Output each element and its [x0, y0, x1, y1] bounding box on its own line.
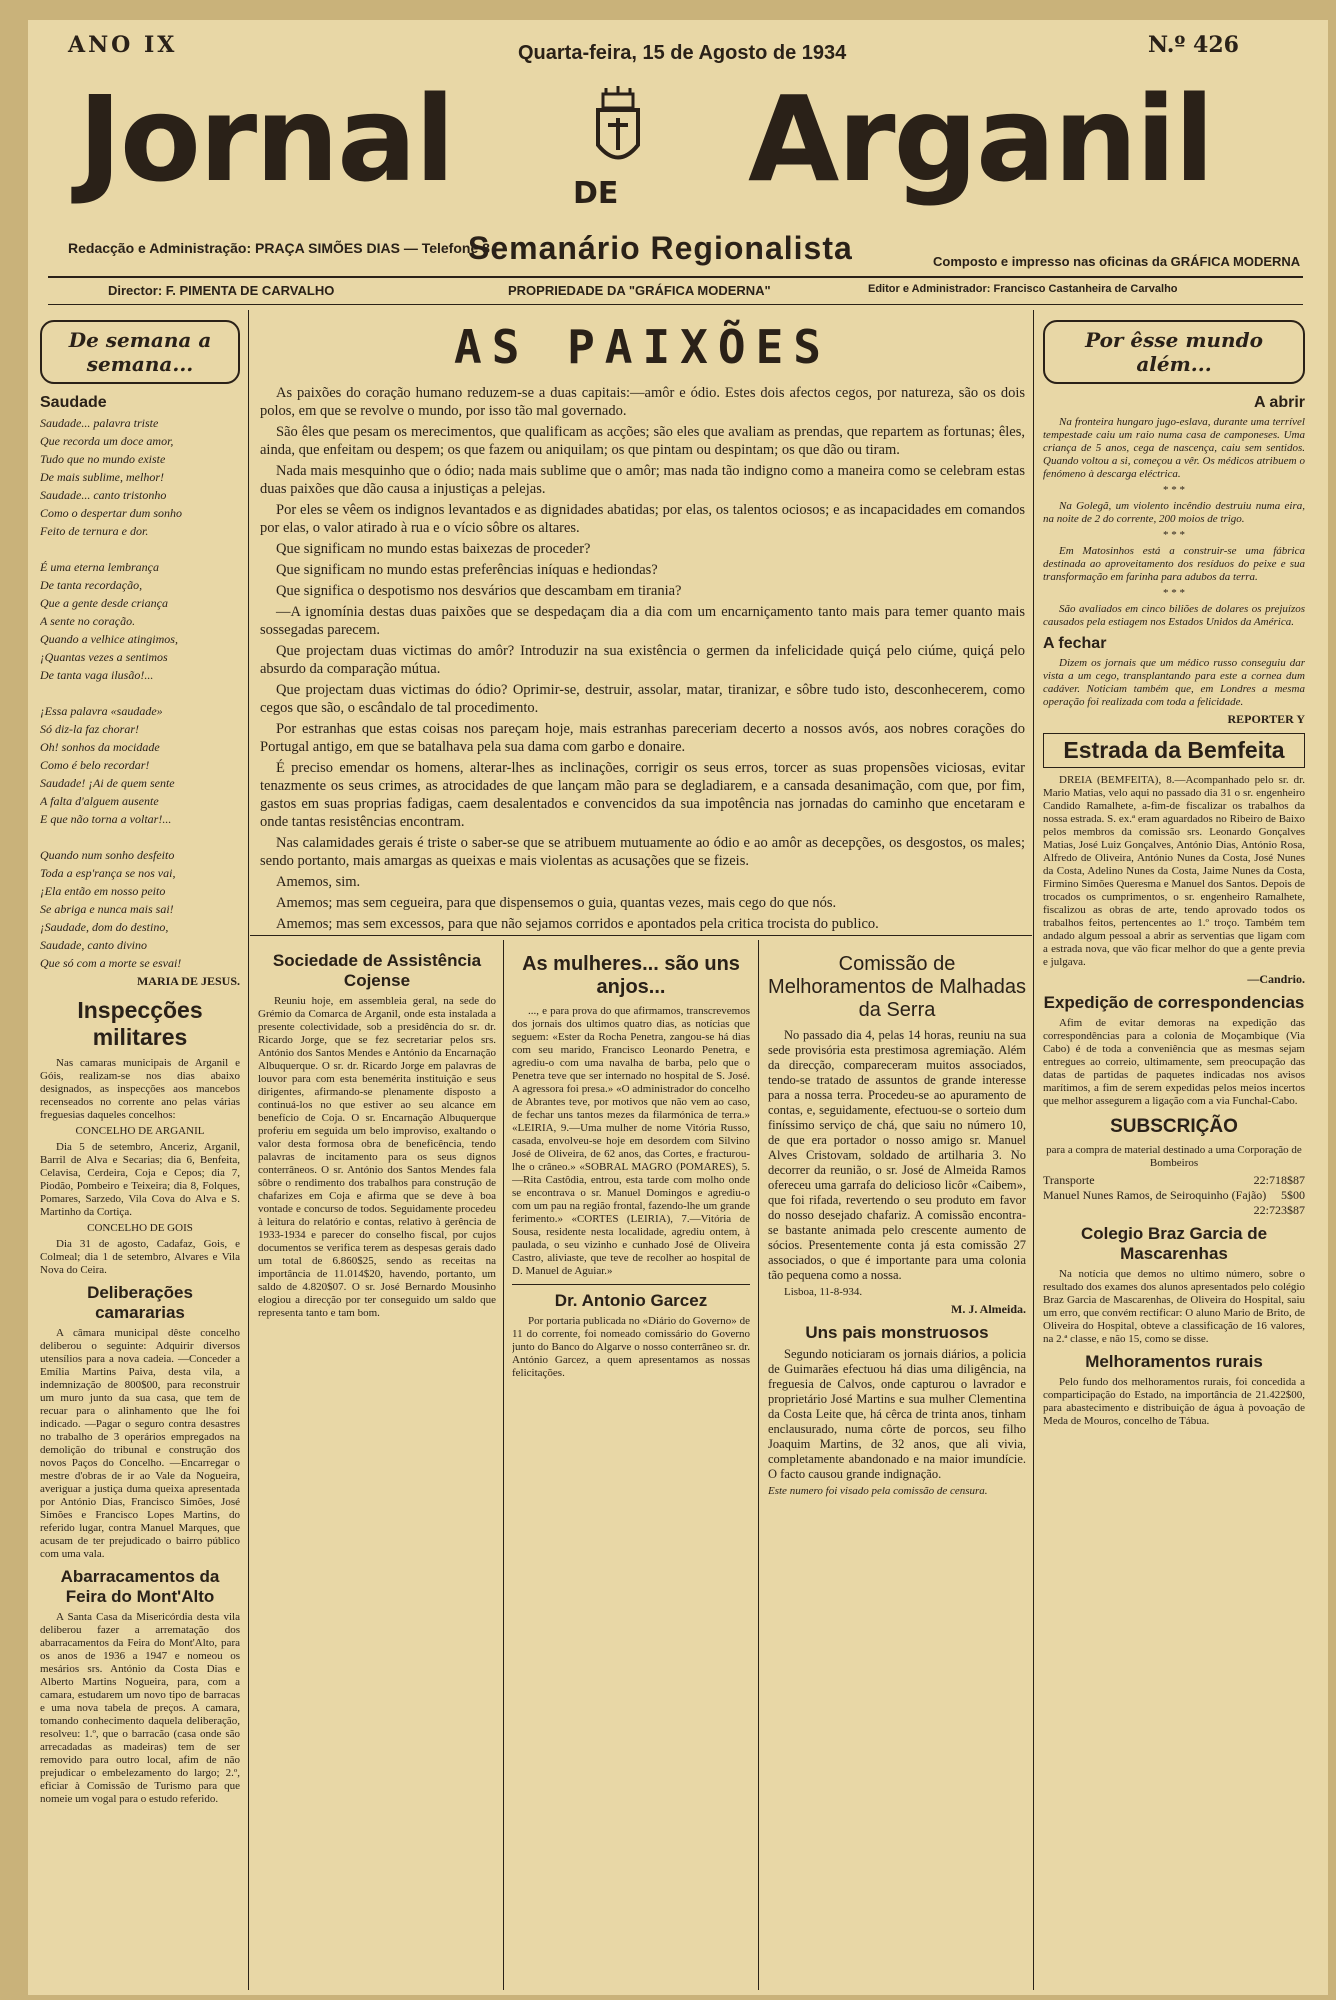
melhoramentos-title: Melhoramentos rurais — [1085, 1352, 1263, 1371]
reporter-signature: REPORTER Y — [1227, 712, 1305, 726]
editorial-paragraph: É preciso emendar os homens, alterar-lhes as inclinações, corrigir os seus erros, torcer as suas propensões viciosas, evitar tenazmente os seus crimes, as atrocidades de que lançam mão para se degladiarem, e a cansada desanimação, com que, por fim, gastos em suas proprias fadigas, caem desalentados e convencidos da sua impotência nas jornadas do caminho que encetaram e onde tantas resistências encontram. — [260, 760, 1025, 830]
poem-line — [40, 830, 240, 845]
poem-line: Saudade! ¡Ai de quem sente — [40, 776, 175, 790]
editorial-paragraph: —A ignomínia destas duas paixões que se despedaçam dia a dia com um encarniçamento tanto mais para temer quanto mais sossegadas parecem. — [260, 604, 1025, 638]
colegio-title: Colegio Braz Garcia de Mascarenhas — [1080, 1224, 1268, 1263]
comissao-text: No passado dia 4, pelas 14 horas, reuniu na sua sede provisória esta prestimosa agremiação. Além da direcção, compareceram muitos associados, tendo-se tratado de assuntos de grande interesse para a nossa terra. Procedeu-se ao apuramento de contas, e, seguidamente, efectuou-se o sorteio dum finíssimo serviço de chá, que saiu no número 10, de que era portador o nosso amigo sr. Manuel Alves Cristovam, soldado de artilharia 3. No decorrer da reunião, o sr. José de Almeida Ramos ofereceu uma garrafa do delicioso licôr «Caibem», que foi rifada, revertendo o seu produto em favor do nosso desejado chafariz. A comissão encontra-se bastante animada pelo crescente aumento de sócios. Presentemente conta já esta comissão 27 associados, o que é importante para uma colonia tão pequena como a nossa. — [768, 1028, 1026, 1282]
poem-line: Que a gente desde criança — [40, 596, 168, 610]
editor-label: Editor e Administrador: Francisco Castanheira de Carvalho — [868, 283, 1178, 295]
title-jornal: Jornal — [78, 70, 454, 208]
asterism-separator: * * * — [1163, 587, 1185, 599]
info-bar — [48, 276, 1303, 305]
poem-line: De mais sublime, melhor! — [40, 470, 164, 484]
editorial-paragraph: As paixões do coração humano reduzem-se a duas capitais:—amôr e ódio. Estes dois afectos cegos, por natureza, são os dois polos, em que se revolve o mundo, por isso tão mal governado. — [260, 385, 1025, 419]
composto-line: Composto e impresso nas oficinas da GRÁFICA MODERNA — [933, 254, 1301, 269]
fechar-title: A fechar — [1043, 635, 1107, 652]
colegio-text: Na notícia que demos no ultimo número, sobre o resultado dos exames dos alunos apresentados pelo colégio Braz Garcia de Mascarenhas, de Oliveira do Hospital, saiu um erro, que convém rectificar: O aluno Mario de Brito, de Oliveira do Hospital, obteve a classificação de 16 valores, na 2.ª classe, e não 15, como se disse. — [1043, 1268, 1305, 1345]
news-item: Na fronteira hungaro jugo-eslava, durante uma terrível tempestade caiu um raio numa casa de camponeses. Uma criança de 5 anos, cega de nascença, caiu sem sentidos. Quando voltou a si, começou a vêr. Os médicos atribuem o fenómeno à descarga eléctrica. — [1043, 416, 1305, 480]
editorial-paragraph: Que significam no mundo estas preferências iníquas e hediondas? — [276, 562, 658, 578]
mulheres-title: As mulheres... são uns anjos... — [522, 953, 740, 998]
abrir-title: A abrir — [1254, 394, 1305, 411]
estrada-text: DREIA (BEMFEITA), 8.—Acompanhado pelo sr. dr. Mario Matias, velo aqui no passado dia 31 o sr. engenheiro Candido Ramalhete, a-fim-de fiscalizar os trabalhos da nossa estrada. S. ex.ª eram aguardados no Ribeiro de Baixo pelos membros da comissão srs. Leonardo Gonçalves Matias, José Luiz Gonçalves, António Dias, António Rosa, Alfredo de Oliveira, António Nunes da Costa, José Nunes da Costa, Adelino Nunes da Costa, Jaime Nunes da Costa, Firmino Simões Queresma e Manuel dos Santos. Depois de trocados os cumprimentos, o sr. engenheiro Ramalhete, fiscalizou as obras de arte, tendo aprovado todos os trabalhos feitos, pertencentes ao 1.º troço. Também tem andado algum pessoal a abrir as serventias que ligam com a estrada nova, que vão ficar melhor do que a gente previa e julgava. — [1043, 774, 1305, 968]
news-item: Em Matosinhos está a construir-se uma fábrica destinada ao aproveitamento dos resíduos do peixe e sua transformação em farinha para adubos da terra. — [1043, 545, 1305, 583]
deliberacoes-title: Deliberações camararias — [87, 1283, 193, 1322]
deliberacoes-text: A câmara municipal dêste concelho deliberou o seguinte: Adquirir diversos utensílios para a nova cadeia. —Conceder a Emília Martins Paiva, desta vila, a indemnização de 800$00, para reconstruir um muro junto da sua casa, que tem de recuar para o alinhamento que lhe foi indicado. —Pagar o seguro contra desastres no trabalho de 3 operários empregados na demolição do tribunal e construção dos novos Paços do Concelho. —Encarregar o mestre d'obras de ir ao Vale da Nogueira, averiguar a justiça duma queixa apresentada por António Dias, Francisco Simões, José Simões e Francisco Lopes Martins, do referido lugar, contra Manuel Marques, que acusam de ter prejudicado o bairro público com uma vala. — [40, 1327, 240, 1560]
subscricao-value: 5$00 — [1281, 1188, 1305, 1202]
comissao-column — [768, 945, 1026, 1990]
news-item: São avaliados em cinco biliões de dolares os prejuízos causados pela estiagem nos Estados Unidos da América. — [1043, 603, 1305, 628]
poem-line: Quando num sonho desfeito — [40, 848, 175, 862]
abrir-items — [1043, 416, 1305, 629]
poem-line: A sente no coração. — [40, 614, 136, 628]
issue-date: Quarta-feira, 15 de Agosto de 1934 — [518, 42, 847, 64]
concelho-arganil-head: CONCELHO DE ARGANIL — [75, 1125, 205, 1137]
melhoramentos-text: Pelo fundo dos melhoramentos rurais, foi concedida a comparticipação do Estado, na importância de 21.422$00, para abastecimento e distribuição de água à povoação de Meda de Mouros, concelho de Tábua. — [1043, 1376, 1305, 1427]
poem-line: Como o despertar dum sonho — [40, 506, 183, 520]
gois-text: Dia 31 de agosto, Cadafaz, Gois, e Colmeal; dia 1 de setembro, Alvares e Vila Nova do Ceira. — [40, 1238, 240, 1276]
inspeccoes-title: Inspecções militares — [77, 997, 203, 1050]
poem-line: De tanta recordação, — [40, 578, 143, 592]
title-de: DE — [573, 176, 619, 211]
garcez-text: Por portaria publicada no «Diário do Governo» de 11 do corrente, foi nomeado comissário do Governo junto do Banco do Algarve o nosso conterrâneo sr. dr. António Garcez, a quem apresentamos as nossas felicitações. — [512, 1315, 750, 1379]
editorial-paragraph: Nas calamidades gerais é triste o saber-se que se atribuem mutuamente ao ódio e ao amôr as decepções, os desgostos, os males; sendo portanto, mais amargas as queixas e mais violentas as acusações que se fizeis. — [260, 835, 1025, 869]
fechar-text: Dizem os jornais que um médico russo conseguiu dar vista a um cego, transplantando para este a cornea dum cadáver. Noticiam também que, em Londres a mesma operação foi realizada com toda a felicidade. — [1043, 657, 1305, 708]
poem-line: De tanta vaga ilusão!... — [40, 668, 154, 682]
poem-line: A falta d'alguem ausente — [40, 794, 159, 808]
right-column — [1043, 320, 1305, 1990]
poem-line: ¡Essa palavra «saudade» — [40, 704, 163, 718]
saudade-title: Saudade — [40, 394, 107, 411]
poem-line: Que só com a morte se esvai! — [40, 956, 182, 970]
poem-author: MARIA DE JESUS. — [136, 974, 240, 988]
newspaper-page — [28, 20, 1328, 1995]
asterism-separator: * * * — [1163, 484, 1185, 496]
editorial-paragraph: Que projectam duas victimas do amôr? Introduzir na sua existência o germen da infelicidade quiçá pelo ciúme, quiçá pelo absurdo da comparação mútua. — [260, 643, 1025, 677]
editorial-paragraph: Nada mais mesquinho que o ódio; nada mais sublime que o amôr; mas nada tão indigno como a maneira como se celebram estas duas paixões que dão causa a injustiças a pelejas. — [260, 463, 1025, 497]
editorial — [260, 316, 1025, 931]
subscricao-row — [1043, 1173, 1305, 1188]
column-rule — [758, 940, 759, 1990]
subscricao-label: Transporte — [1043, 1173, 1095, 1187]
subtitle: Semanário Regionalista — [468, 230, 853, 266]
mulheres-column — [512, 945, 750, 1990]
concelho-gois-head: CONCELHO DE GOIS — [87, 1222, 193, 1234]
comissao-signature: M. J. Almeida. — [951, 1302, 1026, 1316]
editorial-paragraph: Que projectam duas victimas do ódio? Oprimir-se, destruir, assolar, matar, tiranizar, e sôbre tudo isto, desconhecerem, como cegos que são, o escândalo de tal procedimento. — [260, 682, 1025, 716]
editorial-paragraph: Que significa o despotismo nos desvários que descambam em tirania? — [276, 583, 682, 599]
censura-note: Este numero foi visado pela comissão de censura. — [768, 1485, 988, 1497]
expedicao-text: Afim de evitar demoras na expedição das correspondências para a colonia de Moçambique (Via Cabo) é de toda a conveniência que as mesmas sejam entregues ao correio, ultimamente, sem preocupação das datas de partidas de paquetes indicadas nos avisos marítimos, a fim de serem expedidas pelos meios incertos que melhor assegurem a ligação com a via Funchal-Cabo. — [1043, 1017, 1305, 1107]
subscricao-value: 22:718$87 — [1253, 1173, 1305, 1187]
poem-line — [40, 686, 240, 701]
poem-line: Só diz-la faz chorar! — [40, 722, 139, 736]
column-rule — [248, 310, 249, 1990]
feira-text: A Santa Casa da Misericórdia desta vila deliberou fazer a arrematação dos abarracamentos da Feira do Mont'Alto, para os anos de 1936 a 1947 e nomeou os mesários srs. António da Costa Dias e Alberto Martins Nogueira, para, com a camara, estudarem um novo tipo de barracas e uma nova tabela de preços. A camara, tomando conhecimento daquela deliberação, resolveu: 1.º, que o barracão (casa onde são arrecadadas as madeiras) tem de ser removido para outro local, afim de não prejudicar o embelezamento do largo; 2.º, eficiar à Comissão de Turismo para que nomeie um vogal para o estudo referido. — [40, 1611, 240, 1805]
headline-paixoes: AS PAIXÕES — [454, 320, 831, 374]
poem-line: Feito de ternura e dor. — [40, 524, 149, 538]
inspeccoes-text: Nas camaras municipais de Arganil e Góis, realizam-se nos dias abaixo designados, as inspecções aos mancebos recenseados no corrente ano pelas várias freguesias daqueles concelhos: — [40, 1057, 240, 1121]
monstro-title: Uns pais monstruosos — [805, 1323, 989, 1342]
asterism-separator: * * * — [1163, 529, 1185, 541]
poem-line — [40, 542, 240, 557]
editorial-paragraph: Por eles se vêem os indignos levantados e as dignidades abatidas; por elas, os talentos ociosos; e as incapacidades em comandos por elas, o valor atirado à rua e o vício sôbre os altares. — [260, 502, 1025, 536]
poem-line: ¡Ela então em nosso peito — [40, 884, 166, 898]
poem-line: É uma eterna lembrança — [40, 560, 159, 574]
monstro-text: Segundo noticiaram os jornais diários, a policia de Guimarães efectuou há dias uma diligência, na freguesia de Calvos, onde capturou o lavrador e proprietário José Martins e sua mulher Clementina da Costa Leite que, há cêrca de trinta anos, tinham enclausurado, numa côrte de porcos, seu filho Joaquim Martins, de 32 anos, que ali vivia, completamente abandonado e na maior imundície. O facto causou grande indignação. — [768, 1347, 1026, 1481]
subscricao-sub: para a compra de material destinado a uma Corporação de Bombeiros — [1046, 1144, 1302, 1169]
poem-line: Como é belo recordar! — [40, 758, 150, 772]
editorial-paragraph: São êles que pesam os merecimentos, que qualificam as acções; são eles que avaliam as prendas, que repartem as fortunas; êles, ainda, que enfeitam ou despem; os que fazem ou aniquilam; os que pintam ou despintam; os que dão ou tiram. — [260, 424, 1025, 458]
mulheres-text: ..., e para prova do que afirmamos, transcrevemos dos jornais dos ultimos quatro dias, as notícias que seguem: «Ester da Rocha Penetra, zangou-se há dias com seu marido, Francisco Leonardo Penetra, e agrediu-o com uma navalha de barba, pelo que o Penetra teve que ser internado no hospital de S. José. A agressora foi presa.» «O administrador do concelho de Abrantes teve, por motivos que não vem ao caso, de fechar uns tantos mezes da filarmónica de terra.» «LEIRIA, 9.—Uma mulher de nome Vitória Russo, casada, envolveu-se hoje em desordem com Silvino José de Oliveira, de 62 anos, das Cortes, e fracturou-lhe o crâneo.» «SOBRAL MAGRO (POMARES), 5.—Rita Castôdia, entrou, esta tarde com molho onde se encontrava o sr. Manuel Domingos e agrediu-o com um pau na região frontal, fazendo-lhe um grande ferimento.» «CORTES (LEIRIA), 7.—Vitória de Sousa, residente nesta localidade, agrediu ontem, à paulada, o seu vizinho e cunhado José de Oliveira Castro, aliviaste, que teve de recolher ao hospital de D. Manuel de Aguiar.» — [512, 1005, 750, 1277]
editorial-paragraph: Amemos; mas sem excessos, para que não sejamos corridos e apontados pela critica trocista do publico. — [276, 916, 879, 931]
feira-title: Abarracamentos da Feira do Mont'Alto — [60, 1567, 220, 1606]
arganil-text: Dia 5 de setembro, Anceriz, Arganil, Barril de Alva e Secarias; dia 6, Benfeita, Celavisa, Cerdeira, Coja e Cepos; dia 7, Piodão, Pombeiro e Teixeira; dia 8, Folques, Pomares, Sarzedo, Vila Cova do Alva e S. Martinho da Cortiça. — [40, 1141, 240, 1218]
subscricao-label: Manuel Nunes Ramos, de Seiroquinho (Fajão) — [1043, 1188, 1267, 1202]
subscricao-row — [1043, 1203, 1305, 1218]
editorial-paragraph: Amemos; mas sem cegueira, para que dispensemos o guia, quantas vezes, mais cego do que nós. — [276, 895, 837, 911]
sociedade-title: Sociedade de Assistência Cojense — [272, 951, 482, 990]
poem-line: Toda a esp'rança se nos vai, — [40, 866, 176, 880]
sociedade-column — [258, 945, 496, 1990]
title-arganil: Arganil — [748, 70, 1213, 208]
director-label: Director: F. PIMENTA DE CARVALHO — [108, 283, 335, 298]
comissao-place: Lisboa, 11-8-934. — [784, 1286, 863, 1298]
sociedade-text: Reuniu hoje, em assembleia geral, na sede do Grémio da Comarca de Arganil, onde esta instalada a presente colectividade, sob a presidência do sr. dr. Ricardo Jorge, que se fez secretariar pelos srs. António dos Santos Mendes e António da Encarnação Albuquerque. O sr. dr. Ricardo Jorge em palavras de louvor para com esta benemérita instituição e seus dirigentes, afirmando-se plenamente disposto a continuá-los no que estiver ao seu alcance em benefício de Coja. O sr. Encarnação Albuquerque proferiu em seguida um belo improviso, exaltando o valor desta formosa obra de beneficência, tendo palavras de incitamento para os seus dignos conterrâneos. O sr. António dos Santos Mendes fala sôbre o rendimento dos trabalhos para construção de chafarizes em Coja e afirma que se deve à boa vontade e concurso de todos. Seguidamente procedeu à leitura do relatório e contas, relativo à gerência de 1933-1934 e parecer do conselho fiscal, por cujos documentos se verifica terem as despesas gerais dado um total de 6.860$25, sendo as receitas na importância de 11.014$20, havendo, portanto, um saldo de 4.820$07. O sr. José Bernardo Mousinho elogiou a direcção por ter conseguido um saldo que representa tanto e tam bom. — [258, 995, 496, 1319]
poem — [40, 416, 240, 971]
issue-number: N.º 426 — [1148, 32, 1239, 58]
poem-line: ¡Saudade, dom do destino, — [40, 920, 169, 934]
editorial-paragraph: Que significam no mundo estas baixezas de proceder? — [276, 541, 591, 557]
poem-line: E que não torna a voltar!... — [40, 812, 172, 826]
masthead-top — [28, 20, 1328, 64]
editorial-paragraph: Por estranhas que estas coisas nos pareçam hoje, mais estranhas pareceriam decerto a nossos avós, aos nobres corações do Portugal antigo, em que se batalhava pela sua dama com garbo e donaire. — [260, 721, 1025, 755]
estrada-title: Estrada da Bemfeita — [1043, 733, 1305, 768]
column-rule — [503, 940, 504, 1990]
section-head-semana: De semana a semana... — [40, 320, 240, 384]
subscricao-title: SUBSCRIÇÃO — [1110, 1116, 1238, 1137]
coat-of-arms-icon — [568, 80, 668, 180]
subscricao-table — [1043, 1173, 1305, 1218]
poem-line: Saudade... palavra triste — [40, 416, 159, 430]
subscricao-row — [1043, 1188, 1305, 1203]
poem-line: Oh! sonhos da mocidade — [40, 740, 160, 754]
editorial-paragraph: Amemos, sim. — [276, 874, 361, 890]
horizontal-rule — [250, 935, 1032, 936]
section-head-mundo: Por êsse mundo além... — [1043, 320, 1305, 384]
poem-line: Se abriga e nunca mais sai! — [40, 902, 174, 916]
subscricao-value: 22:723$87 — [1253, 1203, 1305, 1217]
comissao-title: Comissão de Melhoramentos de Malhadas da Serra — [768, 953, 1026, 1021]
expedicao-title: Expedição de correspondencias — [1043, 993, 1305, 1012]
propriedade-label: PROPRIEDADE DA "GRÁFICA MODERNA" — [508, 283, 771, 298]
news-item: Na Golegã, um violento incêndio destruiu numa eira, na noite de 2 do corrente, 200 moios de trigo. — [1043, 500, 1305, 525]
estrada-signature: —Candrio. — [1247, 972, 1305, 986]
left-column — [40, 320, 240, 1990]
column-rule — [1033, 310, 1034, 1990]
poem-line: Que recorda um doce amor, — [40, 434, 174, 448]
volume-label: ANO IX — [68, 32, 178, 58]
poem-line: Tudo que no mundo existe — [40, 452, 166, 466]
poem-line: Quando a velhice atingimos, — [40, 632, 178, 646]
poem-line: Saudade... canto tristonho — [40, 488, 167, 502]
garcez-title: Dr. Antonio Garcez — [512, 1284, 750, 1311]
editorial-body — [260, 384, 1025, 931]
redaccao-line: Redacção e Administração: PRAÇA SIMÕES DIAS — Telefone 8 — [68, 240, 490, 256]
poem-line: ¡Quantas vezes a sentimos — [40, 650, 168, 664]
poem-line: Saudade, canto divino — [40, 938, 147, 952]
